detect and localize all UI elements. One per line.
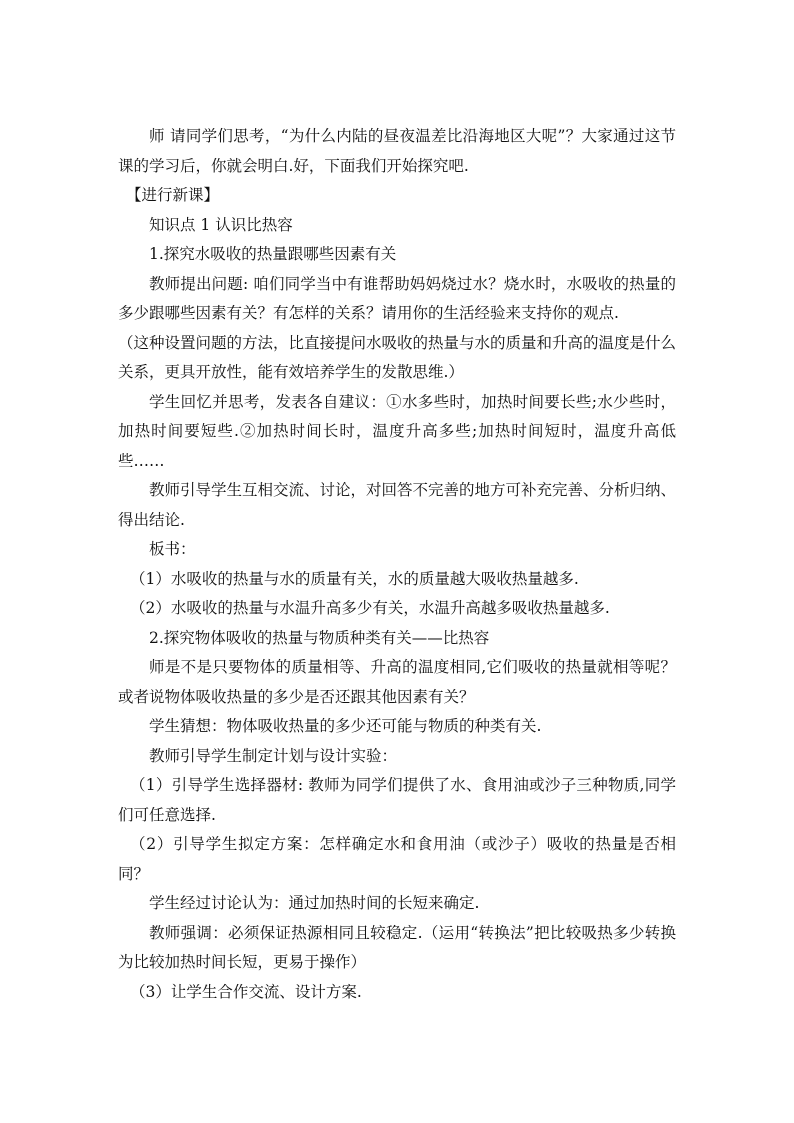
paragraph-intro: 师 请同学们思考，“为什么内陆的昼夜温差比沿海地区大呢”？大家通过这节课的学习后，你就会明白.好，下面我们开始探究吧. (118, 127, 676, 175)
plan-item-3: （3）让学生合作交流、设计方案. (130, 982, 362, 1001)
paragraph-method-note: （这种设置问题的方法，比直接提问水吸收的热量与水的质量和升高的温度是什么关系，更具开放性，能有效培养学生的发散思维.） (118, 333, 677, 381)
subsection-heading-1: 1.探究水吸收的热量跟哪些因素有关 (149, 245, 397, 263)
paragraph-teacher-guide: 教师引导学生互相交流、讨论，对回答不完善的地方可补充完善、分析归纳、得出结论. (118, 481, 677, 529)
subsection-heading-2: 2.探究物体吸收的热量与物质种类有关——比热容 (149, 628, 490, 647)
board-item-1: （1）水吸收的热量与水的质量有关，水的质量越大吸收热量越多. (130, 569, 579, 588)
paragraph-student-guess: 学生猜想：物体吸收热量的多少还可能与物质的种类有关. (149, 717, 542, 735)
board-item-2: （2）水吸收的热量与水温升高多少有关，水温升高越多吸收热量越多. (130, 599, 610, 617)
paragraph-student-answers: 学生回忆并思考，发表各自建议：①水多些时，加热时间要长些;水少些时，加热时间要短些.②加热时间长时，温度升高多些;加热时间短时，温度升高低些…… (118, 392, 676, 470)
plan-item-2: （2）引导学生拟定方案：怎样确定水和食用油（或沙子）吸收的热量是否相同？ (118, 835, 676, 883)
section-heading-new-lesson: 【进行新课】 (126, 186, 220, 204)
paragraph-teacher-question-2: 师是不是只要物体的质量相等、升高的温度相同,它们吸收的热量就相等呢？或者说物体吸收热量的多少是否还跟其他因素有关？ (118, 658, 676, 706)
plan-item-1: （1）引导学生选择器材: 教师为同学们提供了水、食用油或沙子三种物质,同学们可任意选择. (118, 776, 676, 824)
paragraph-student-discussion: 学生经过讨论认为：通过加热时间的长短来确定. (149, 894, 480, 912)
paragraph-board-label: 板书： (149, 540, 196, 558)
paragraph-teacher-question: 教师提出问题: 咱们同学当中有谁帮助妈妈烧过水？烧水时，水吸收的热量的多少跟哪些因素有关？有怎样的关系？请用你的生活经验来支持你的观点. (118, 274, 676, 322)
paragraph-plan-intro: 教师引导学生制定计划与设计实验： (149, 746, 398, 765)
knowledge-point-heading: 知识点 1 认识比热容 (149, 215, 293, 234)
paragraph-teacher-emphasis: 教师强调：必须保证热源相同且较稳定.（运用“转换法”把比较吸热多少转换为比较加热时间长短，更易于操作） (118, 923, 676, 971)
